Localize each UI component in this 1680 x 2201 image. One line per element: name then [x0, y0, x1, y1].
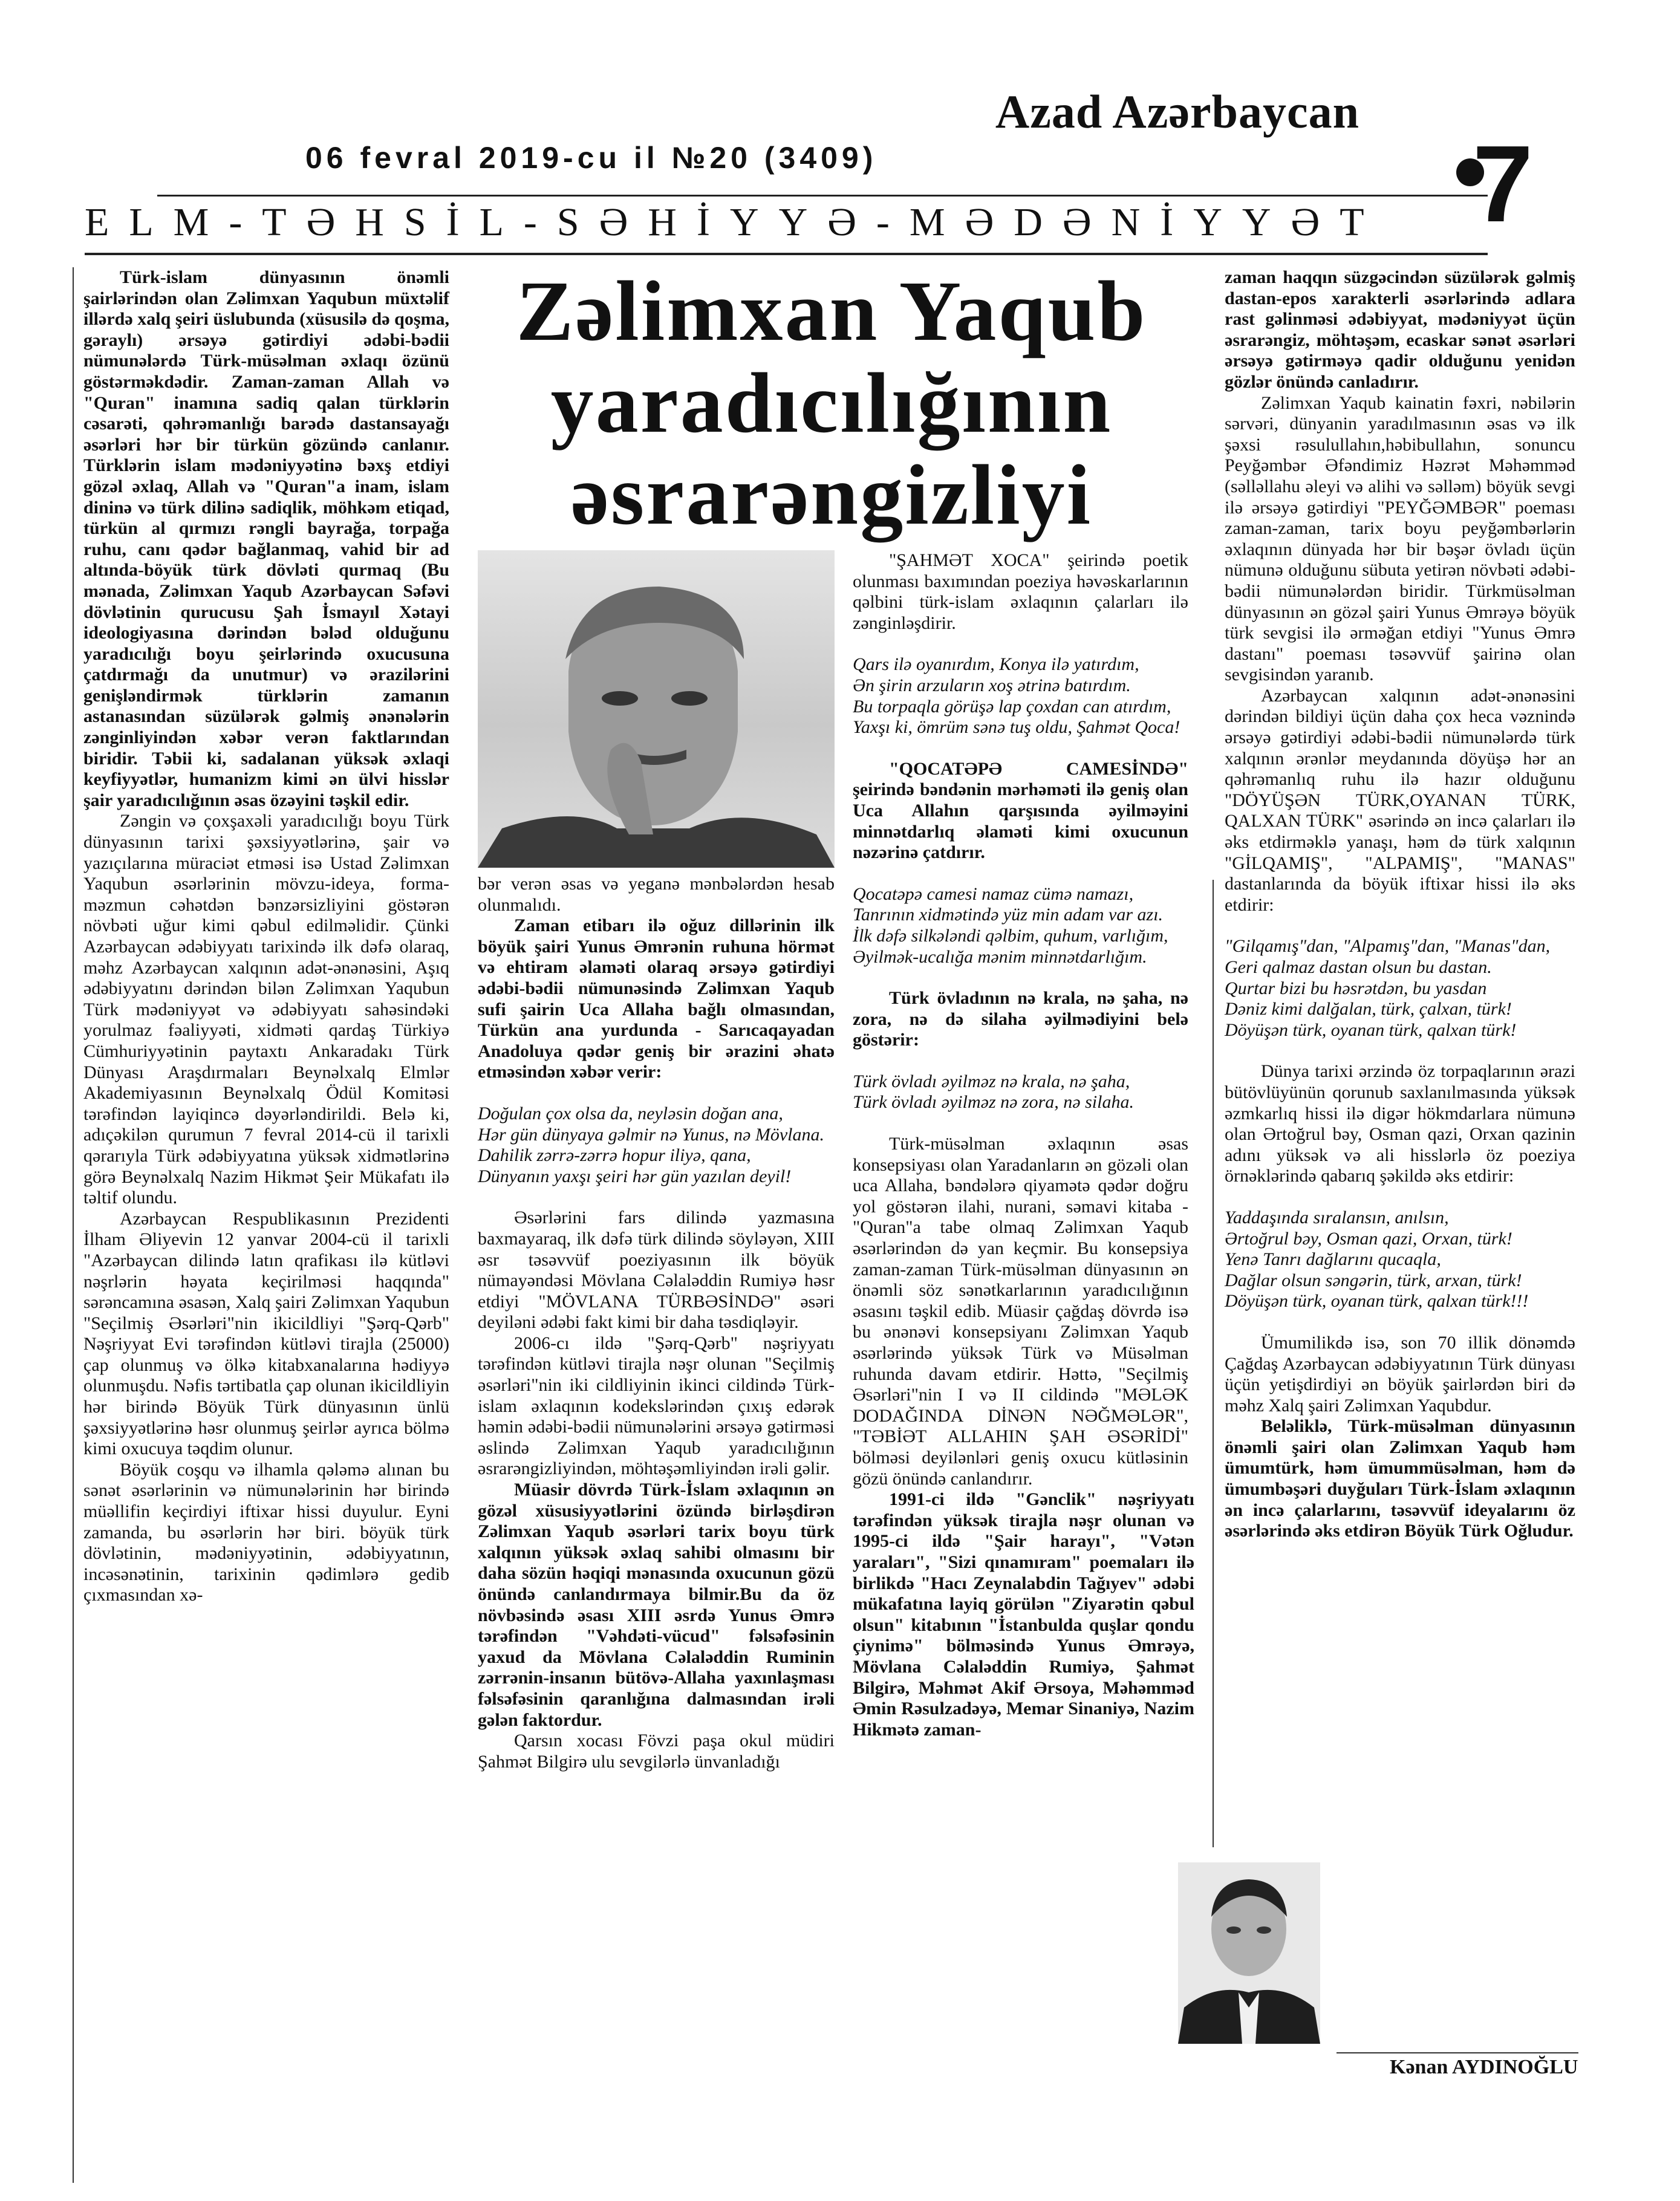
paragraph: Qarsın xocası Fövzi paşa okul müdiri Şahmət Bilgirə ulu sevgilərlə ünvanladığı — [478, 1731, 835, 1772]
section-heading: ELM-TƏHSİL-SƏHİYYƏ-MƏDƏNİYYƏT — [85, 200, 1384, 244]
verse-line: Dağlar olsun səngərin, türk, arxan, türk! — [1225, 1270, 1522, 1290]
paragraph: Azərbaycan xalqının adət-ənənəsini dərindən bildiyi üçün daha çox heca vəznində ərsəyə gətirdiyi ədəbi-bədii nümunələrdə türk xalqının ərənlər meydanında döyüşə hər an qəhrəmanlıq ruhu ilə hazır olduğunu "DÖYÜŞƏN TÜRK,OYANAN TÜRK, QALXAN TÜRK" əsərində ən incə çalarları ilə əks etdirməklə yanaşı, həm də türk xalqının "GİLQAMIŞ", "ALPAMIŞ", "MANAS" dastanlarında da böyük iftixar hissi ilə əks etdirir: — [1225, 685, 1575, 915]
verse-line: Əyilmək-ucalığa mənim minnətdarlığım. — [853, 946, 1147, 967]
verse-line: Türk övladı əyilməz nə krala, nə şaha, — [853, 1071, 1130, 1091]
paragraph: "QOCATƏPƏ CAMESİNDƏ" şeirində bəndənin mərhəməti ilə geniş olan Uca Allahın qarşısında əyilməyini minnətdarlıq əlaməti kimi oxucunun nəzərinə çatdırır. — [853, 758, 1188, 863]
verse-line: Hər gün dünyaya gəlmir nə Yunus, nə Mövlana. — [478, 1124, 824, 1145]
verse-line: Dəniz kimi dalğalan, türk, çalxan, türk! — [1225, 999, 1512, 1019]
paragraph: Beləliklə, Türk-müsəlman dünyasının önəmli şairi olan Zəlimxan Yaqub həm ümumtürk, həm ümummüsəlman, həm də ümumbəşəri duyğuları Türk-İslam əxlaqının ən incə çalarlarını, təsəvvüf ideyalarını öz əsərlərində əks etdirən Böyük Türk Oğludur. — [1225, 1416, 1575, 1541]
paragraph: Zəngin və çoxşaxəli yaradıcılığı boyu Türk dünyasının tarixi şəxsiyyətlərinə, şair və yazıçılarına müraciət etməsi isə Ustad Zəlimxan Yaqubun əsərlərinin mövzu-ideya, forma-məzmun cəhətdən bənzərsizliyini göstərən növbəti uğur kimi qəbul edilməlidir. Çünki Azərbaycan ədəbiyyatı tarixində ilk dəfə olaraq, məhz Azərbaycan xalqının adət-ənənəsini, Aşıq ədəbiyyatını dərindən bilən Zəlimxan Yaqubun Türk mədəniyyət və ədəbiyyatı sahəsindəki yorulmaz fəaliyyəti, xidməti qardaş Türkiyə Cümhuriyyətinin paytaxtı Ankaradakı Türk Dünyası Araşdırmaları Beynəlxalq Elmlər Akademiyasının Beynəlxalq Ödül Komitəsi tərəfindən layiqincə dəyərləndirildi. Belə ki, adıçəkilən qurumun 7 fevral 2014-cü il tarixli qərarıyla Türk ədəbiyyatına yüksək xidmətlərinə görə Beynəlxalq Nazim Hikmət Şeir Mükafatı ilə təltif olundu. — [83, 811, 449, 1208]
page-number: 7 — [1473, 123, 1534, 245]
verse-line: Ən şirin arzuların xoş ətrinə batırdım. — [853, 675, 1131, 695]
article-column-2 — [478, 874, 835, 1772]
verse-line: Qurtar bizi bu həsrətdən, bu yasdan — [1225, 978, 1487, 998]
paragraph: 1991-ci ildə "Gənclik" nəşriyyatı tərəfindən yüksək tirajla nəşr olunan və 1995-ci ildə "Şair harayı", "Vətən yaraları", "Sizi qınamıram" poemaları ilə birlikdə "Hacı Zeynalabdin Tağıyev" ədəbi mükafatına layiq görülən "Ziyarətin qəbul olsun" kitabının "İstanbulda quşlar qondu çiynimə" bölməsində Yunus Əmrəyə, Mövlana Cəlaləddin Rumiyə, Şahmət Bilgirə, Məhmət Akif Ərsoya, Məhəmməd Əmin Rəsulzadəyə, Memar Sinaniyə, Nazim Hikmətə zaman- — [853, 1489, 1194, 1740]
author-byline: Kənan AYDINOĞLU — [1390, 2056, 1578, 2078]
paragraph: Türk övladının nə krala, nə şaha, nə zora, nə də silaha əyilmədiyini belə göstərir: — [853, 988, 1188, 1050]
paragraph: Azərbaycan Respublikasının Prezidenti İlham Əliyevin 12 yanvar 2004-cü il tarixli "Azərbaycan dilində latın qrafikası ilə kütləvi nəşrlərin həyata keçirilməsi haqqında" sərəncamına əsasən, Xalq şairi Zəlimxan Yaqubun "Seçilmiş Əsərləri"nin ikicildliyi "Şərq-Qərb" Nəşriyyat Evi tərəfindən kütləvi tirajla (25000) çap olunmuş və ölkə kitabxanalarına hədiyyə olunmuşdu. Nəfis tərtibatla çap olunan ikicildliyin hər birində Böyük Türk dünyasının ünlü şəxsiyyətlərinə həsr olunmuş şeirlər ayrıca bölmə kimi oxucuya təqdim olunur. — [83, 1208, 449, 1459]
verse-line: Döyüşən türk, oyanan türk, qalxan türk!!! — [1225, 1291, 1529, 1312]
verse-line: Yaddaşında sıralansın, anılsın, — [1225, 1207, 1449, 1227]
paragraph: Zəlimxan Yaqub kainatin fəxri, nəbilərin sərvəri, dünyanin yaradılmasının əsas və ilk şəxsi rəsulullahın,həbibullahın, sonuncu Peyğəmbər Əfəndimiz Həzrət Məhəmməd (səlləllahu əleyi və alihi və səlləm) böyük sevgi ilə ərsəyə gətirdiyi "PEYĞƏMBƏR" poeması zaman-zaman, tarix boyu peyğəmbərlərin əxlaqının dünyada hər bir bəşər övladı üçün nümunə olduğunu sübuta yetirən növbəti ədəbi-bədii nümunələrdən biridir. Türkmüsəlman dünyasının ən gözəl şairi Yunus Əmrəyə böyük türk sevgisi ilə ərməğan etdiyi "Yunus Əmrə dastanı" poeması təsəvvüf şairinə olan sevgisindən yaranıb. — [1225, 392, 1575, 685]
verse-line: Geri qalmaz dastan olsun bu dastan. — [1225, 957, 1492, 977]
paragraph: bər verən əsas və yeganə mənbələrdən hesab olunmalıdı. — [478, 874, 835, 915]
paragraph: 2006-cı ildə "Şərq-Qərb" nəşriyyatı tərəfindən kütləvi tirajla nəşr olunan "Seçilmiş əsərləri"nin iki cildliyinin ikinci cildində Türk-islam əxlaqının kodekslərindən çıxış edərək həmin ədəbi-bədii nümunələrini ərsəyə gətirməsi əslində Zəlimxan Yaqub yaradıcılığının əsrarəngizliyindən, möhtəşəmliyindən irəli gəlir. — [478, 1333, 835, 1479]
title-line: əsrarəngizliyi — [570, 447, 1093, 542]
verse-line: Dünyanın yaxşı şeiri hər gün yazılan deyil! — [478, 1166, 792, 1186]
article-title — [460, 265, 1203, 541]
newspaper-name: Azad Azərbaycan — [995, 85, 1359, 138]
verse-line: Qars ilə oyanırdım, Konya ilə yatırdım, — [853, 654, 1139, 675]
article-column-4 — [1225, 267, 1575, 1542]
verse-line: Dahilik zərrə-zərrə hopur iliyə, qana, — [478, 1145, 751, 1166]
verse-line: İlk dəfə silkələndi qəlbim, quhum, varlığım, — [853, 925, 1168, 946]
verse-line: Türk övladı əyilməz nə zora, nə silaha. — [853, 1092, 1134, 1113]
verse-line: Bu torpaqla görüşə lap çoxdan can atırdım, — [853, 696, 1171, 717]
paragraph: Türk-islam dünyasının önəmli şairlərindən olan Zəlimxan Yaqubun müxtəlif illərdə xalq şeiri üslubunda (xüsusilə də qoşma, gəraylı) ərsəyə gətirdiyi ədəbi-bədii nümunələrdə Türk-müsəlman əxlaqı özünü göstərməkdədir. Zaman-zaman Allah və "Quran" inamına sadiq qalan türklərin cəsarəti, qəhrəmanlığı barədə dastansayağı əsərləri hər bir türkün gözündə canlanır. Türklərin islam mədəniyyətinə bəxş etdiyi gözəl əxlaq, Allah və "Quran"a inam, islam dininə və türk dilinə sadiqlik, möhkəm etiqad, türkün al qırmızı rəngli bayrağa, torpağa ruhu, canı qədər bağlanmaq, vahid bir ad altında-böyük türk dövləti qurmaq (Bu mənada, Zəlimxan Yaqub Azərbaycan Səfəvi dövlətinin qurucusu Şah İsmayıl Xətayi ideologiyasına dərindən bələd olduğunu yaradıcılığı boyu şeirlərində oxucusuna çatdırmağı da unutmur) və ərazilərini genişləndirmək türklərin zamanın astanasından süzülərək gəlmiş ənənələrin zənginliyindən xəbər verən faktlarından biridir. Təbii ki, sadalanan yüksək əxlaqi keyfiyyətlər, humanizm kimi ən ülvi hisslər şair yaradıcılığının əsas özəyini təşkil edir. — [83, 267, 449, 810]
verse-line: Yaxşı ki, ömrüm sənə tuş oldu, Şahmət Qoca! — [853, 717, 1180, 738]
paragraph: zaman haqqın süzgəcindən süzülərək gəlmiş dastan-epos xarakterli əsərlərində adlara rast gəlinməsi ədəbiyyat, mədəniyyət üçün əsrarəngiz, möhtəşəm, ecaskar sənət əsərləri ərsəyə gətirməyə qadir olduğunu yenidən gözlər önündə canladırır. — [1225, 267, 1575, 392]
verse-line: Ərtoğrul bəy, Osman qazi, Orxan, türk! — [1225, 1228, 1512, 1249]
paragraph: Böyük coşqu və ilhamla qələmə alınan bu sənət əsərlərinin və nümunələrinin hər birində müəllifin keçirdiyi iftixar hissi duyulur. Eyni zamanda, bu əsərlərin hər biri. böyük türk dövlətinin, mədəniyyətinin, ədəbiyyatının, incəsənətinin, tarixinin qədimlərə gedib çıxmasından xə- — [83, 1459, 449, 1605]
portrait-illustration — [478, 550, 835, 868]
paragraph: Ümumilikdə isə, son 70 illik dönəmdə Çağdaş Azərbaycan ədəbiyyatının Türk dünyası üçün yetişdirdiyi ən böyük şairlərdən biri də məhz Xalq şairi Zəlimxan Yaqubdur. — [1225, 1332, 1575, 1416]
paragraph: Əsərlərini fars dilində yazmasına baxmayaraq, ilk dəfə türk dilində söyləyən, XIII əsr təsəvvüf poeziyasının ilk böyük nümayəndəsi Mövlana Cəlaləddin Rumiyə həsr etdiyi "MÖVLANA TÜRBƏSİNDƏ" əsəri deyiləni ədəbi fakt kimi bir daha təsdiqləyir. — [478, 1208, 835, 1333]
verse-line: Doğulan çox olsa da, neyləsin doğan ana, — [478, 1103, 783, 1123]
title-line: yaradıcılığının — [550, 355, 1113, 450]
column-rule — [1213, 880, 1214, 1847]
verse-line: Döyüşən türk, oyanan türk, qalxan türk! — [1225, 1019, 1517, 1040]
verse-line: Qocatəpə camesi namaz cümə namazı, — [853, 883, 1134, 904]
issue-line: 06 fevral 2019-cu il №20 (3409) — [305, 141, 877, 175]
section-rule — [85, 253, 1488, 255]
byline-rule — [1337, 2052, 1578, 2053]
paragraph: Türk-müsəlman əxlaqının əsas konsepsiyası olan Yaradanların ən gözəli olan uca Allaha, bəndələrə qiyamətə qədər doğru yol göstərən ilahi, nurani, səmavi kitaba - "Quran"a tabe olmaq Zəlimxan Yaqub əsərlərindən də yan keçmir. Bu konsepsiya zaman-zaman Türk-müsəlman dünyasının ən önəmli söz sənətkarlarının yaradıcılığının əsasını təşkil edib. Müasir çağdaş dövrdə isə bu ənənəvi konsepsiyanı Zəlimxan Yaqub əsərlərində yüksək Türk və Müsəlman ruhunda davam etdirir. Həttə, "Seçilmiş Əsərləri"nin I və II cildində "MƏLƏK DODAĞINDA DİNƏN NƏĞMƏLƏR", "TƏBİƏT ALLAHIN ŞAH ƏSƏRİDİ" bölməsi deyilənləri geniş oxucu kütləsinin gözü önündə canlandırır. — [853, 1134, 1188, 1489]
author-illustration — [1178, 1862, 1320, 2044]
paragraph: Müasir dövrdə Türk-İslam əxlaqının ən gözəl xüsusiyyətlərini özündə birləşdirən Zəlimxan Yaqub əsərləri tarix boyu türk xalqının yüksək əxlaq sahibi olmasını bir daha sözün həqiqi mənasında oxucunun gözü önündə canlandırmaya bilmir.Bu da öz növbəsində əsası XIII əsrdə Yunus Əmrə tərəfindən "Vəhdəti-vücud" fəlsəfəsinin yaxud da Mövlana Cəlaləddin Ruminin zərrənin-insanın bütövə-Allaha yaxınlaşması fəlsəfəsinin qaranlığına dalmasından irəli gələn faktordur. — [478, 1480, 835, 1730]
title-line: Zəlimxan Yaqub — [516, 263, 1147, 359]
article-column-1 — [83, 267, 449, 1606]
verse-line: "Gilqamış"dan, "Alpamış"dan, "Manas"dan, — [1225, 936, 1551, 957]
article-column-3 — [853, 550, 1194, 1740]
paragraph: "ŞAHMƏT XOCA" şeirində poetik olunması baxımından poeziya həvəskarlarının qəlbini türk-islam əxlaqının çalarları ilə zənginləşdirir. — [853, 550, 1188, 633]
paragraph: Dünya tarixi ərzində öz torpaqlarının ərazi bütövlüyünün qorunub saxlanılmasında yüksək əzmkarlıq hissi ilə digər hökmdarlara nümunə olan Ərtoğrul bəy, Osman qazi, Orxan qazinin adını yüksək və ali hisslərlə öz poeziya örnəklərində qabarıq şəkildə əks etdirir: — [1225, 1061, 1575, 1186]
verse-line: Yenə Tanrı dağlarını qucaqla, — [1225, 1249, 1441, 1270]
paragraph: Zaman etibarı ilə oğuz dillərinin ilk böyük şairi Yunus Əmrənin ruhuna hörmət və ehtiram əlaməti olaraq ərsəyə gətirdiyi ədəbi-bədii nümunəsində Zəlimxan Yaqub sufi şairin Uca Allaha bağlı olmasından, Türkün ana yurdunda - Sarıcaqayadan Anadoluya qədər geniş bir ərazini əhatə etməsindən xəbər verir: — [478, 915, 835, 1082]
verse-line: Tanrının xidmətində yüz min adam var azı. — [853, 905, 1164, 925]
column-rule — [73, 267, 74, 2183]
header-rule — [157, 195, 1488, 197]
poet-portrait — [478, 550, 835, 868]
author-portrait — [1178, 1862, 1320, 2044]
